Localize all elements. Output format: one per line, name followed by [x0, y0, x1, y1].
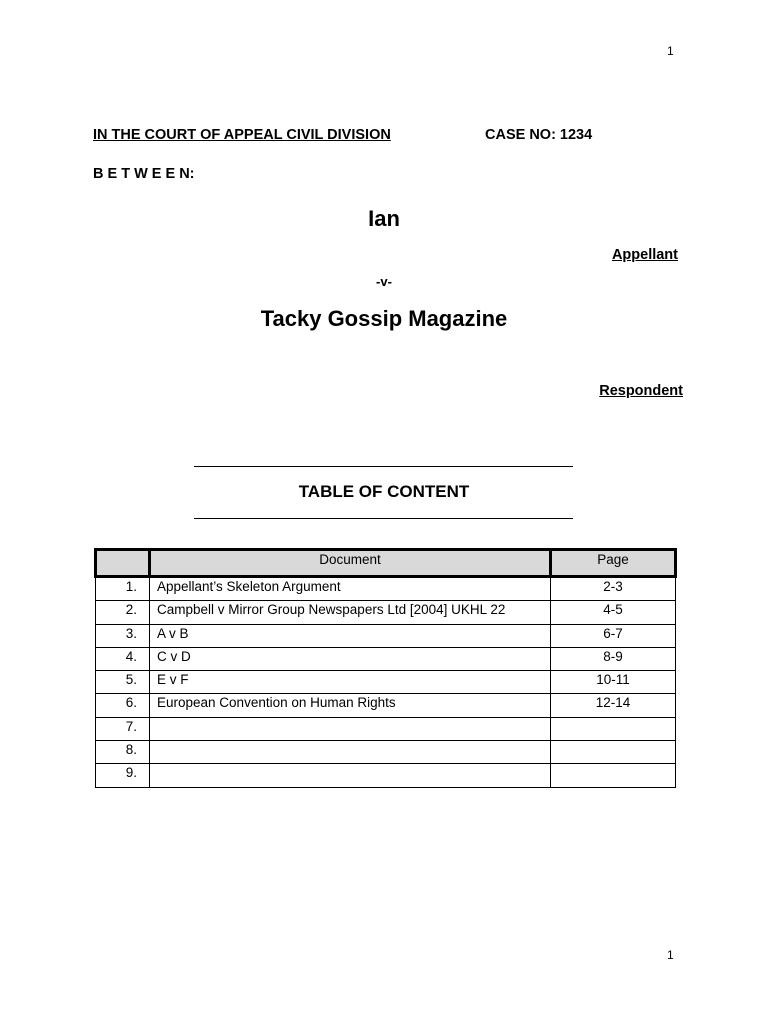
row-number: 1. [96, 577, 150, 601]
table-row [96, 694, 676, 717]
toc-header-row [96, 550, 676, 577]
table-row [96, 577, 676, 601]
row-document: E v F [150, 671, 551, 694]
row-page: 10-11 [551, 671, 676, 694]
row-page: 8-9 [551, 647, 676, 670]
table-row [96, 624, 676, 647]
toc-title: TABLE OF CONTENT [298, 482, 470, 501]
row-document [150, 764, 551, 787]
case-number: CASE NO: 1234 [485, 127, 593, 143]
row-document: Campbell v Mirror Group Newspapers Ltd [2004] UKHL 22 [150, 601, 551, 624]
row-page [551, 741, 676, 764]
table-row [96, 671, 676, 694]
row-page: 12-14 [551, 694, 676, 717]
row-number: 8. [96, 741, 150, 764]
row-number: 4. [96, 647, 150, 670]
row-number: 6. [96, 694, 150, 717]
row-number: 5. [96, 671, 150, 694]
row-document: A v B [150, 624, 551, 647]
versus-label: -v- [376, 274, 392, 289]
respondent-name: Tacky Gossip Magazine [260, 306, 508, 331]
row-document: Appellant’s Skeleton Argument [150, 577, 551, 601]
appellant-name: Ian [368, 206, 400, 231]
row-page: 6-7 [551, 624, 676, 647]
table-row [96, 647, 676, 670]
table-row [96, 601, 676, 624]
row-document [150, 741, 551, 764]
header-document: Document [150, 550, 551, 577]
court-heading: IN THE COURT OF APPEAL CIVIL DIVISION [93, 127, 391, 143]
table-row [96, 764, 676, 787]
row-number: 3. [96, 624, 150, 647]
page-number-top: 1 [667, 44, 674, 58]
toc-top-rule [194, 466, 573, 467]
row-number: 7. [96, 717, 150, 740]
row-page: 4-5 [551, 601, 676, 624]
respondent-label: Respondent [599, 383, 683, 399]
row-document: European Convention on Human Rights [150, 694, 551, 717]
toc-table [94, 548, 677, 788]
toc-bottom-rule [194, 518, 573, 519]
page-number-bottom: 1 [667, 948, 674, 962]
row-page [551, 764, 676, 787]
between-label: B E T W E E N: [93, 166, 195, 182]
row-page [551, 717, 676, 740]
row-number: 2. [96, 601, 150, 624]
row-document: C v D [150, 647, 551, 670]
row-page: 2-3 [551, 577, 676, 601]
table-row [96, 741, 676, 764]
appellant-label: Appellant [611, 247, 678, 263]
header-number [96, 550, 150, 577]
row-number: 9. [96, 764, 150, 787]
header-page: Page [551, 550, 676, 577]
table-row [96, 717, 676, 740]
row-document [150, 717, 551, 740]
